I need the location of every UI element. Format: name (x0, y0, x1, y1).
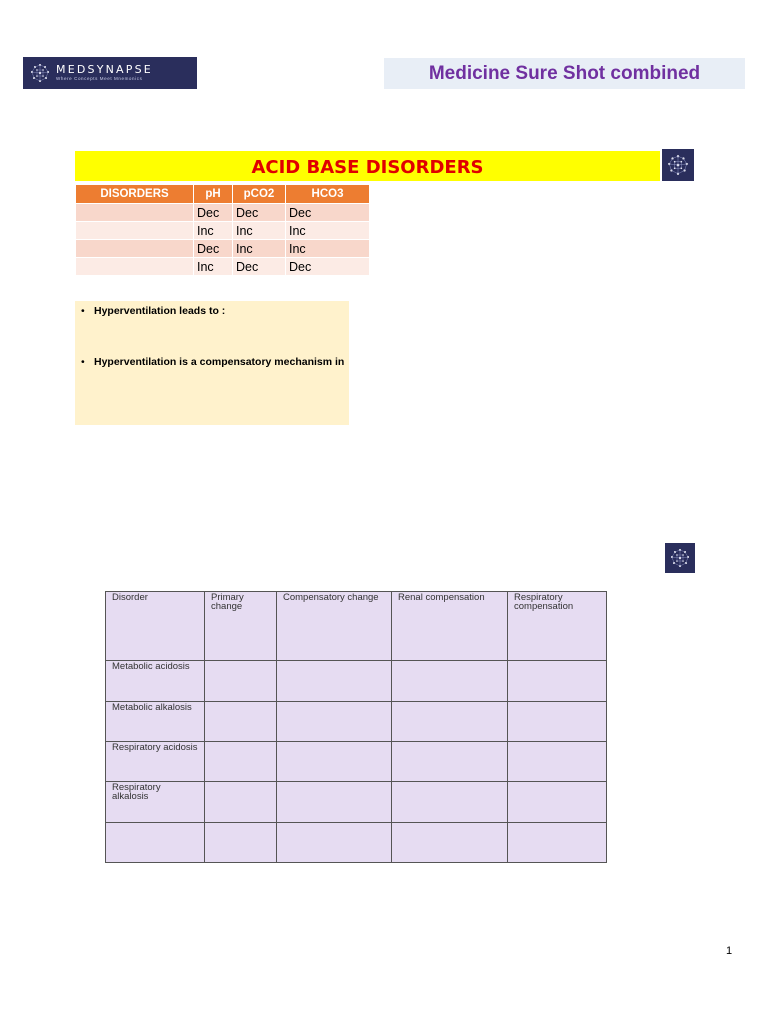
table-cell: Dec (194, 204, 233, 222)
compensation-table (105, 591, 607, 863)
medsynapse-logo (23, 57, 197, 89)
table-cell (205, 823, 277, 863)
list-item: • Hyperventilation leads to : (81, 305, 345, 318)
table-cell: Dec (233, 258, 286, 276)
header-disorder: Disorder (106, 592, 205, 661)
table-cell (392, 782, 508, 823)
table-cell (392, 742, 508, 782)
header-hco3: HCO3 (286, 185, 370, 204)
table-cell (205, 661, 277, 702)
table-cell: Metabolic acidosis (106, 661, 205, 702)
table-row (106, 702, 607, 742)
table-cell (508, 742, 607, 782)
table-cell (76, 258, 194, 276)
table-cell (205, 702, 277, 742)
header-primary-change: Primary change (205, 592, 277, 661)
header-disorders: DISORDERS (76, 185, 194, 204)
table-cell: Dec (194, 240, 233, 258)
table-cell (205, 782, 277, 823)
brand-emblem-bottom (665, 543, 695, 573)
table-cell: Dec (233, 204, 286, 222)
table-row (76, 258, 370, 276)
section-title: ACID BASE DISORDERS (251, 156, 484, 178)
table-row (76, 240, 370, 258)
header-ph: pH (194, 185, 233, 204)
table-cell (277, 661, 392, 702)
table-cell (508, 823, 607, 863)
table-row (106, 661, 607, 702)
table-cell (392, 823, 508, 863)
table-cell (76, 240, 194, 258)
table-row (106, 742, 607, 782)
table-cell (508, 702, 607, 742)
table-cell: Inc (286, 240, 370, 258)
acid-base-table (75, 184, 370, 276)
list-item: • Hyperventilation is a compensatory mechanism in (81, 356, 345, 369)
table-cell: Metabolic alkalosis (106, 702, 205, 742)
table-cell (392, 661, 508, 702)
table-cell: Inc (233, 222, 286, 240)
neural-network-icon (666, 153, 690, 177)
table-cell: Respiratory acidosis (106, 742, 205, 782)
table-cell: Inc (286, 222, 370, 240)
table-cell (76, 222, 194, 240)
header-compensatory-change: Compensatory change (277, 592, 392, 661)
table-cell: Dec (286, 204, 370, 222)
table-cell (508, 782, 607, 823)
table-cell: Inc (233, 240, 286, 258)
table-cell: Respiratory alkalosis (106, 782, 205, 823)
table-header-row (106, 592, 607, 661)
neural-network-icon (669, 547, 691, 569)
table-cell: Inc (194, 258, 233, 276)
table-cell (277, 702, 392, 742)
logo-tagline: Where Concepts Meet Mnemonics (56, 76, 143, 81)
table-row (76, 204, 370, 222)
table-cell (277, 782, 392, 823)
neural-network-icon (29, 62, 51, 84)
table-cell (508, 661, 607, 702)
table-cell (392, 702, 508, 742)
table-cell: Dec (286, 258, 370, 276)
hyperventilation-notes (75, 301, 349, 425)
table-cell (76, 204, 194, 222)
table-cell (277, 742, 392, 782)
table-header-row (76, 185, 370, 204)
logo-name: MEDSYNAPSE (56, 63, 153, 76)
header-renal-compensation: Renal compensation (392, 592, 508, 661)
table-cell: Inc (194, 222, 233, 240)
section-title-band (75, 151, 660, 181)
table-row (106, 782, 607, 823)
table-cell (205, 742, 277, 782)
header-respiratory-compensation: Respiratory compensation (508, 592, 607, 661)
page-number: 1 (726, 945, 733, 957)
table-cell (277, 823, 392, 863)
table-row (76, 222, 370, 240)
document-title: Medicine Sure Shot combined (384, 58, 745, 89)
table-row (106, 823, 607, 863)
header-pco2: pCO2 (233, 185, 286, 204)
brand-emblem-top (662, 149, 694, 181)
table-cell (106, 823, 205, 863)
